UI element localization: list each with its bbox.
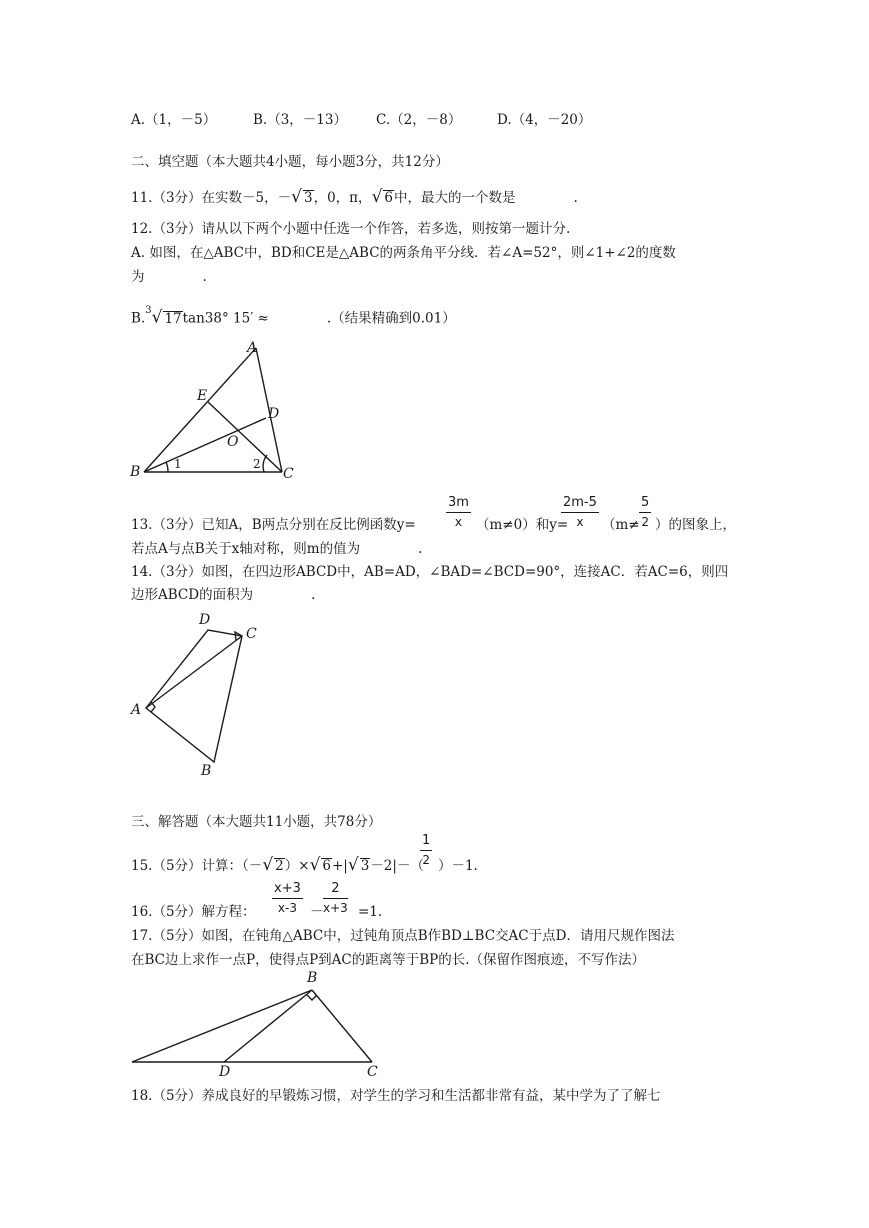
numerator: 5 [639, 494, 651, 513]
label-b: B [307, 970, 318, 986]
figure-q14-quadrilateral [128, 610, 268, 780]
q11-end: . [573, 190, 578, 206]
option-c: C.（2，－8） [376, 112, 462, 128]
label-e: E [197, 388, 208, 404]
denominator: x+3 [323, 901, 348, 915]
q11-suffix: 中，最大的一个数是 [394, 190, 516, 206]
figure-q12-triangle [126, 338, 306, 483]
denominator: x [454, 515, 463, 529]
q11-radicand-1: 3 [304, 190, 313, 206]
q16-suffix: =1. [358, 904, 383, 920]
q13-line-2-prefix: 若点A与点B关于x轴对称，则m的值为 [131, 541, 361, 557]
q16-prefix: 16.（5分）解方程： [131, 904, 256, 920]
numerator: x+3 [272, 880, 303, 899]
q12-cube-index: 3 [145, 305, 152, 316]
label-c: C [283, 466, 294, 482]
q14-line-1: 14.（3分）如图，在四边形ABCD中，AB=AD，∠BAD=∠BCD=90°，连接AC．若AC=6，则四 [131, 564, 729, 580]
numerator: 3m [446, 494, 471, 513]
denominator: x [576, 515, 584, 529]
q12-a-end: . [202, 269, 207, 285]
q13-text-1: 13.（3分）已知A，B两点分别在反比例函数y= [131, 517, 416, 533]
q11-mid: ，0，π， [313, 190, 372, 206]
q13-text-4: ）的图象上， [655, 517, 736, 533]
radical-sign-icon: √ [151, 307, 163, 328]
q12-b-suffix: tan38° 15′ ≈ [182, 310, 269, 327]
q14-line-2-end: . [311, 587, 316, 603]
q15-radicand-3: 3 [360, 858, 370, 874]
q12-radicand: 17 [164, 310, 182, 327]
q15-text-3: +| [332, 858, 348, 874]
q18-line-1: 18.（5分）养成良好的早锻炼习惯，对学生的学习和生活都非常有益，某中学为了了解七 [131, 1088, 661, 1104]
question-11 [131, 188, 578, 207]
q12-a-line-2 [131, 268, 207, 286]
q15-prefix: 15.（5分）计算：（－ [131, 858, 263, 874]
numerator: 2 [323, 880, 348, 899]
q13-text-2: （m≠0）和y= [476, 517, 569, 533]
section-3-title: 三、解答题（本大题共11小题，共78分） [131, 814, 382, 830]
radical-sign-icon: √ [371, 187, 383, 207]
radical-sign-icon: √ [262, 855, 274, 875]
q12-b-prefix: B. [131, 310, 146, 327]
angle-2: 2 [253, 457, 261, 471]
q12-a-prefix: 为 [131, 269, 145, 285]
label-a: A [131, 702, 142, 718]
fraction-5-over-2 [639, 494, 651, 531]
q13-line-2 [131, 540, 422, 558]
q17-line-1: 17.（5分）如图，在钝角△ABC中，过钝角顶点B作BD⊥BC交AC于点D．请用尺规作图法 [131, 928, 675, 944]
q15-radicand-1: 2 [275, 858, 284, 874]
angle-1: 1 [174, 457, 182, 471]
radical-sign-icon: √ [291, 187, 302, 207]
radical-sign-icon: √ [347, 855, 359, 875]
label-c: C [246, 626, 257, 642]
label-b: B [130, 464, 141, 480]
fraction-2-over-x3 [323, 880, 348, 917]
option-a: A.（1，－5） [131, 112, 217, 128]
q14-line-2-prefix: 边形ABCD的面积为 [131, 587, 254, 603]
q17-line-2: 在BC边上求作一点P，使得点P到AC的距离等于BP的长.（保留作图痕迹，不写作法） [131, 952, 646, 968]
option-d: D.（4，－20） [497, 112, 592, 128]
figure-q17-triangle [128, 968, 388, 1078]
numerator: 1 [420, 832, 432, 851]
q15-text-4: －2|－（ [370, 858, 424, 874]
radical-sign-icon: √ [309, 855, 321, 875]
denominator: 2 [641, 515, 649, 529]
denominator: 2 [422, 853, 430, 867]
q11-prefix: 11.（3分）在实数－5，－ [131, 190, 292, 206]
label-d: D [268, 406, 280, 422]
denominator: x-3 [277, 901, 297, 915]
label-b: B [201, 763, 212, 779]
q13-line-2-end: . [418, 541, 423, 557]
q14-line-2 [131, 586, 315, 604]
fraction-x3-over-x-3 [272, 880, 303, 917]
q15-text-5: ）－1. [437, 858, 478, 874]
label-a: A [247, 340, 258, 356]
q13-text-3: （m≠ [602, 517, 640, 533]
q16-minus: － [310, 904, 324, 920]
q11-radicand-2: 6 [384, 190, 393, 206]
q12-b-line [131, 306, 456, 328]
q12-line-1: 12.（3分）请从以下两个小题中任选一个作答，若多选，则按第一题计分. [131, 221, 571, 237]
q15-text-2: ）× [284, 858, 310, 874]
label-c: C [367, 1064, 378, 1080]
label-o: O [227, 434, 239, 450]
label-d: D [219, 1064, 231, 1080]
option-b: B.（3，－13） [253, 112, 347, 128]
q12-a-line-1: A. 如图，在△ABC中，BD和CE是△ABC的两条角平分线．若∠A=52°，则∠1+∠2的度数 [131, 245, 676, 261]
label-d: D [199, 612, 211, 628]
q15-radicand-2: 6 [322, 858, 331, 874]
fraction-3m-over-x [446, 494, 471, 531]
q12-b-end: .（结果精确到0.01） [326, 310, 456, 327]
section-2-title: 二、填空题（本大题共4小题，每小题3分，共12分） [131, 154, 449, 170]
question-15 [131, 856, 478, 875]
numerator: 2m-5 [561, 494, 599, 513]
